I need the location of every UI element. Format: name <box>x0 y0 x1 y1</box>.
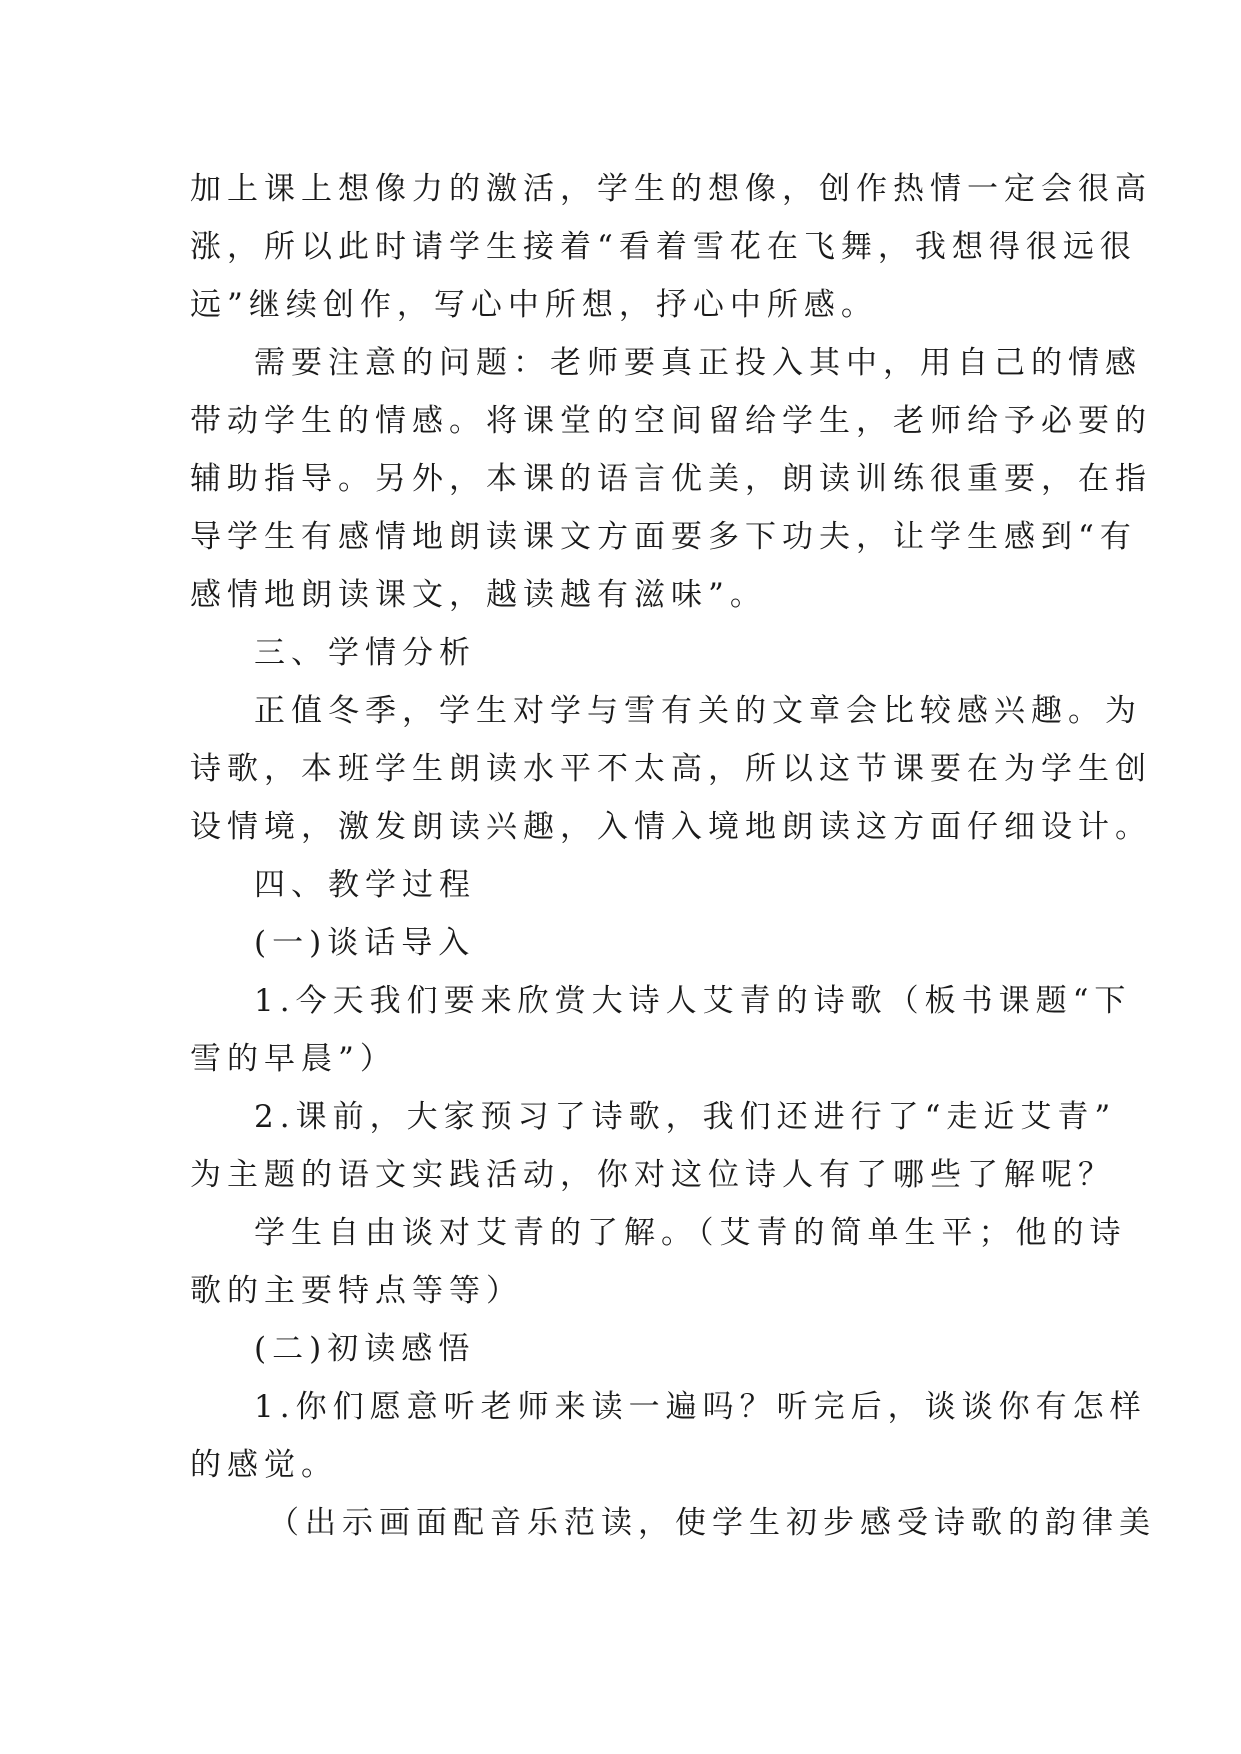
subsection-heading: (一)谈话导入 <box>254 925 476 961</box>
text-line: 设情境，激发朗读兴趣，入情入境地朗读这方面仔细设计。 <box>190 809 1152 845</box>
paragraph-start-line: 1.你们愿意听老师来读一遍吗？听完后，谈谈你有怎样 <box>254 1389 1147 1425</box>
text-line: 雪的早晨”） <box>190 1041 397 1077</box>
subsection-heading: (二)初读感悟 <box>254 1331 476 1367</box>
paragraph-start-line: （出示画面配音乐范读，使学生初步感受诗歌的韵律美 <box>268 1505 1156 1541</box>
text-line: 歌的主要特点等等） <box>190 1273 523 1309</box>
section-heading: 三、学情分析 <box>254 635 476 671</box>
paragraph-start-line: 学生自由谈对艾青的了解。（艾青的简单生平；他的诗 <box>254 1215 1127 1251</box>
text-line: 涨，所以此时请学生接着“看着雪花在飞舞，我想得很远很 <box>190 229 1137 265</box>
text-line: 诗歌，本班学生朗读水平不太高，所以这节课要在为学生创 <box>190 751 1152 787</box>
text-line: 为主题的语文实践活动，你对这位诗人有了哪些了解呢？ <box>190 1157 1115 1193</box>
text-line: 的感觉。 <box>190 1447 338 1483</box>
paragraph-start-line: 需要注意的问题：老师要真正投入其中，用自己的情感 <box>254 345 1142 381</box>
paragraph-start-line: 1.今天我们要来欣赏大诗人艾青的诗歌（板书课题“下 <box>254 983 1132 1019</box>
document-body <box>190 160 1156 1552</box>
text-line: 感情地朗读课文，越读越有滋味”。 <box>190 577 767 613</box>
text-line: 导学生有感情地朗读课文方面要多下功夫，让学生感到“有 <box>190 519 1137 555</box>
text-line: 加上课上想像力的激活，学生的想像，创作热情一定会很高 <box>190 171 1152 207</box>
section-heading: 四、教学过程 <box>254 867 476 903</box>
paragraph-start-line: 正值冬季，学生对学与雪有关的文章会比较感兴趣。为 <box>254 693 1142 729</box>
paragraph-start-line: 2.课前，大家预习了诗歌，我们还进行了“走近艾青” <box>254 1099 1117 1135</box>
text-line: 带动学生的情感。将课堂的空间留给学生，老师给予必要的 <box>190 403 1152 439</box>
text-line: 辅助指导。另外，本课的语言优美，朗读训练很重要，在指 <box>190 461 1152 497</box>
text-line: 远”继续创作，写心中所想，抒心中所感。 <box>190 287 878 323</box>
